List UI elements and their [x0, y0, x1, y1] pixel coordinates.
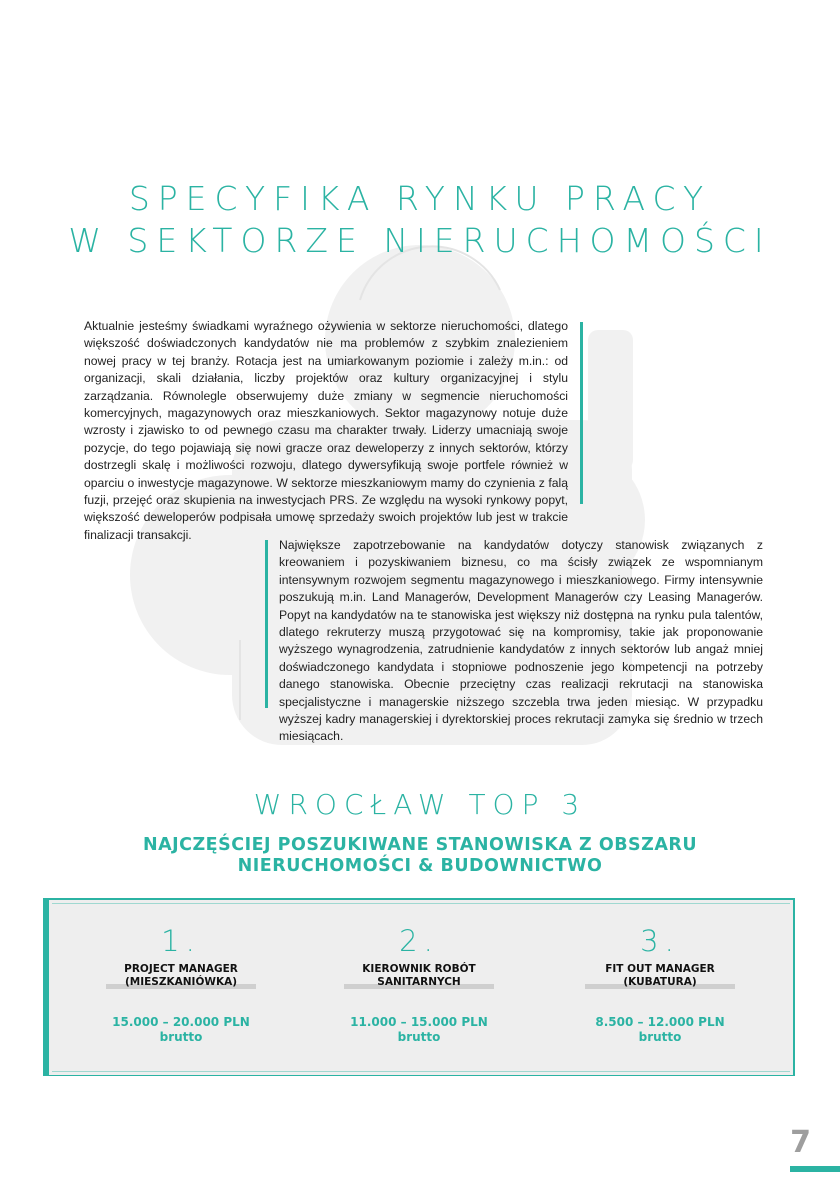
- job-title-line-2: (KUBATURA): [623, 976, 697, 988]
- accent-line-left: [265, 540, 268, 708]
- subtitle-line-2: NIERUCHOMOŚCI & BUDOWNICTWO: [237, 856, 603, 876]
- page-number-bar: [790, 1166, 840, 1172]
- salary-range: 8.500 – 12.000 PLN: [595, 1015, 725, 1029]
- job-title: [101, 963, 261, 989]
- title-line-1: SPECYFIKA RYNKU PRACY: [128, 179, 712, 218]
- top3-title: WROCŁAW TOP 3: [253, 788, 587, 821]
- title-line-2: W SEKTORZE NIERUCHOMOŚCI: [68, 221, 772, 260]
- page-title: [0, 178, 840, 262]
- accent-line-right: [580, 322, 583, 504]
- job-title-line-2: SANITARNYCH: [377, 976, 461, 988]
- salary: [339, 1015, 499, 1045]
- job-title-line-2: (MIESZKANIÓWKA): [124, 976, 238, 988]
- subtitle-line-1: NAJCZĘŚCIEJ POSZUKIWANE STANOWISKA Z OBSZARU: [142, 835, 698, 855]
- salary-range: 15.000 – 20.000 PLN: [112, 1015, 250, 1029]
- job-title-line-1: KIEROWNIK ROBÓT: [362, 963, 476, 975]
- paragraph-market-overview: Aktualnie jesteśmy świadkami wyraźnego ożywienia w sektorze nieruchomości, dlatego większość doświadczonych kandydatów nie ma problemów z szybkim znalezieniem nowej pracy w tej branży. Rotacja jest na umiarkowanym poziomie i zależy m.in.: od organizacji, skali działania, liczby projektów oraz kultury organizacyjnej i stylu zarządzania. Równolegle obserwujemy duże zmiany w segmencie nieruchomości komercyjnych, magazynowych oraz mieszkaniowych. Sektor magazynowy notuje duże wzrosty i zjawisko to od pewnego czasu ma charakter trwały. Liderzy umacniają swoje pozycje, do tego pojawiają się nowi gracze oraz deweloperzy z innych sektorów, którzy dostrzegli skalę i możliwości rozwoju, dlatego dywersyfikują swoje portfele również w oparciu o inwestycje magazynowe. W sektorze mieszkaniowym mamy do czynienia z falą fuzji, przejęć oraz skupienia na inwestycjach PRS. Ze względu na wysoki rynkowy popyt, większość deweloperów podpisała umowę sprzedaży swoich projektów lub jest w trakcie finalizacji transakcji.: [84, 319, 568, 542]
- salary: [580, 1015, 740, 1045]
- item-number: 2.: [399, 924, 439, 958]
- job-title-line-1: PROJECT MANAGER: [124, 963, 238, 975]
- item-number: 1.: [161, 924, 201, 958]
- page-number: 7: [790, 1125, 811, 1160]
- top3-item: [339, 921, 499, 1045]
- item-number: 3.: [640, 924, 680, 958]
- salary-note: brutto: [159, 1030, 203, 1044]
- paragraph-demand: Największe zapotrzebowanie na kandydatów dotyczy stanowisk związanych z kreowaniem i pozyskiwaniem biznesu, co ma ścisły związek ze wspomnianym intensywnym rozwojem segmentu magazynowego i mieszkaniowego. Firmy intensywnie poszukują m.in. Land Managerów, Development Managerów czy Leasing Managerów. Popyt na kandydatów na te stanowiska jest większy niż dostępna na rynku pula talentów, dlatego rekruterzy muszą przygotować się na kompromisy, takie jak proponowanie wyższego wynagrodzenia, zatrudnienie kandydatów z innych sektorów lub angaż mniej doświadczonego kandydata i stopniowe podnoszenie jego kompetencji na potrzeby danego stanowiska. Obecnie przeciętny czas realizacji rekrutacji na stanowiska specjalistyczne i managerskie niższego szczebla trwa jeden miesiąc. W przypadku wyższej kadry managerskiej i dyrektorskiej proces rekrutacji zamyka się średnio w trzech miesiącach.: [279, 538, 763, 744]
- salary: [101, 1015, 261, 1045]
- top3-item: [580, 921, 740, 1045]
- job-title-line-1: FIT OUT MANAGER: [605, 963, 715, 975]
- top3-item: [101, 921, 261, 1045]
- top3-subtitle: [0, 835, 840, 877]
- salary-note: brutto: [638, 1030, 682, 1044]
- salary-note: brutto: [397, 1030, 441, 1044]
- salary-range: 11.000 – 15.000 PLN: [350, 1015, 488, 1029]
